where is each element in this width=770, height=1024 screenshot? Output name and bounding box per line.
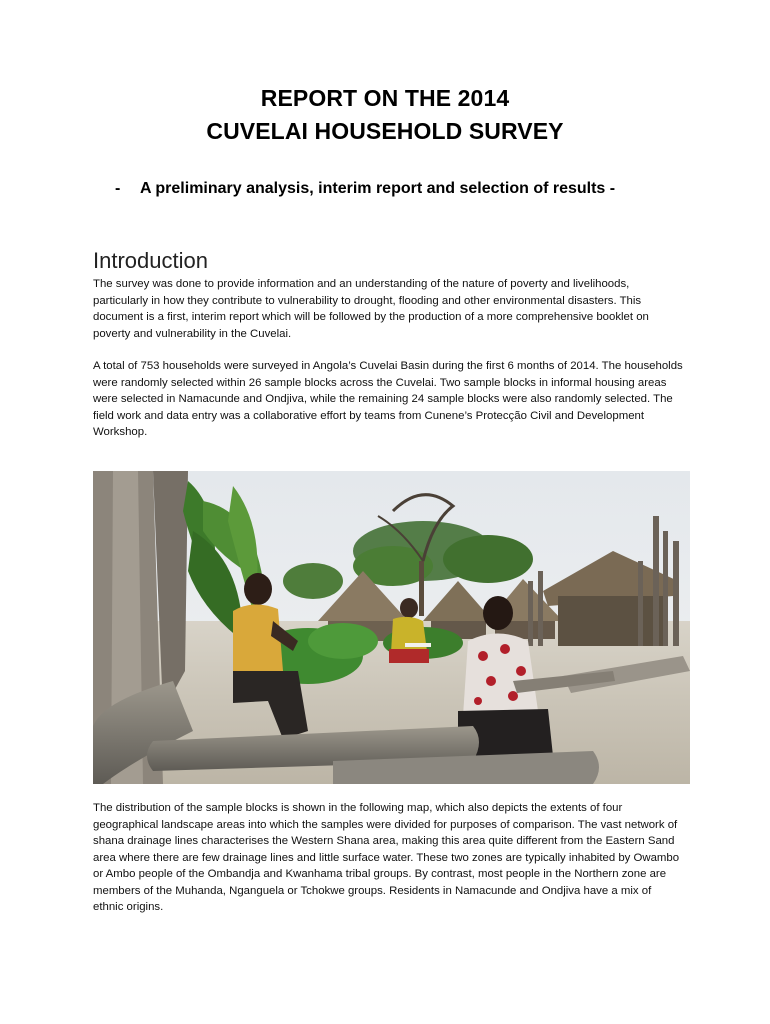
section-heading-introduction: Introduction	[93, 248, 208, 273]
subtitle-dash: -	[115, 180, 121, 197]
survey-photo-illustration	[93, 471, 690, 784]
map-description-paragraph: The distribution of the sample blocks is shown in the following map, which also depicts the extents of four geographical landscape areas into which the samples were divided for purposes of comparison. The vast network of shana drainage lines characterises the Western Shana area, making this area quite different from the Eastern Sand area where there are few drainage lines and little surface water. These two zones are typically inhabited by Owambo or Ambo people of the Ombandja and Kwanhama tribal groups. By contrast, most people in the Northern zone are members of the Muhanda, Nganguela or Tchokwe groups. Residents in Namacunde and Ondjiva have a mix of ethnic origins.	[93, 802, 680, 913]
subtitle-text: A preliminary analysis, interim report and selection of results -	[140, 180, 616, 197]
intro-paragraph-1: The survey was done to provide information and an understanding of the nature of poverty and livelihoods, particularly in how they contribute to vulnerability to drought, flooding and other environmental disasters. This document is a first, interim report which will be followed by the production of a more comprehensive booklet on poverty and vulnerability in the Cuvelai.	[93, 278, 649, 340]
intro-paragraph-2: A total of 753 households were surveyed in Angola’s Cuvelai Basin during the first 6 months of 2014. The households were randomly selected within 26 sample blocks across the Cuvelai. Two sample blocks in informal housing areas were selected in Namacunde and Ondjiva, while the remaining 24 sample blocks were also randomly selected. The field work and data entry was a collaborative effort by teams from Cunene’s Protecção Civil and Development Workshop.	[93, 360, 683, 438]
report-title-line1: REPORT ON THE 2014	[260, 85, 510, 111]
report-subtitle	[115, 180, 615, 198]
survey-photo	[93, 471, 690, 784]
report-title-line2: CUVELAI HOUSEHOLD SURVEY	[206, 118, 564, 144]
